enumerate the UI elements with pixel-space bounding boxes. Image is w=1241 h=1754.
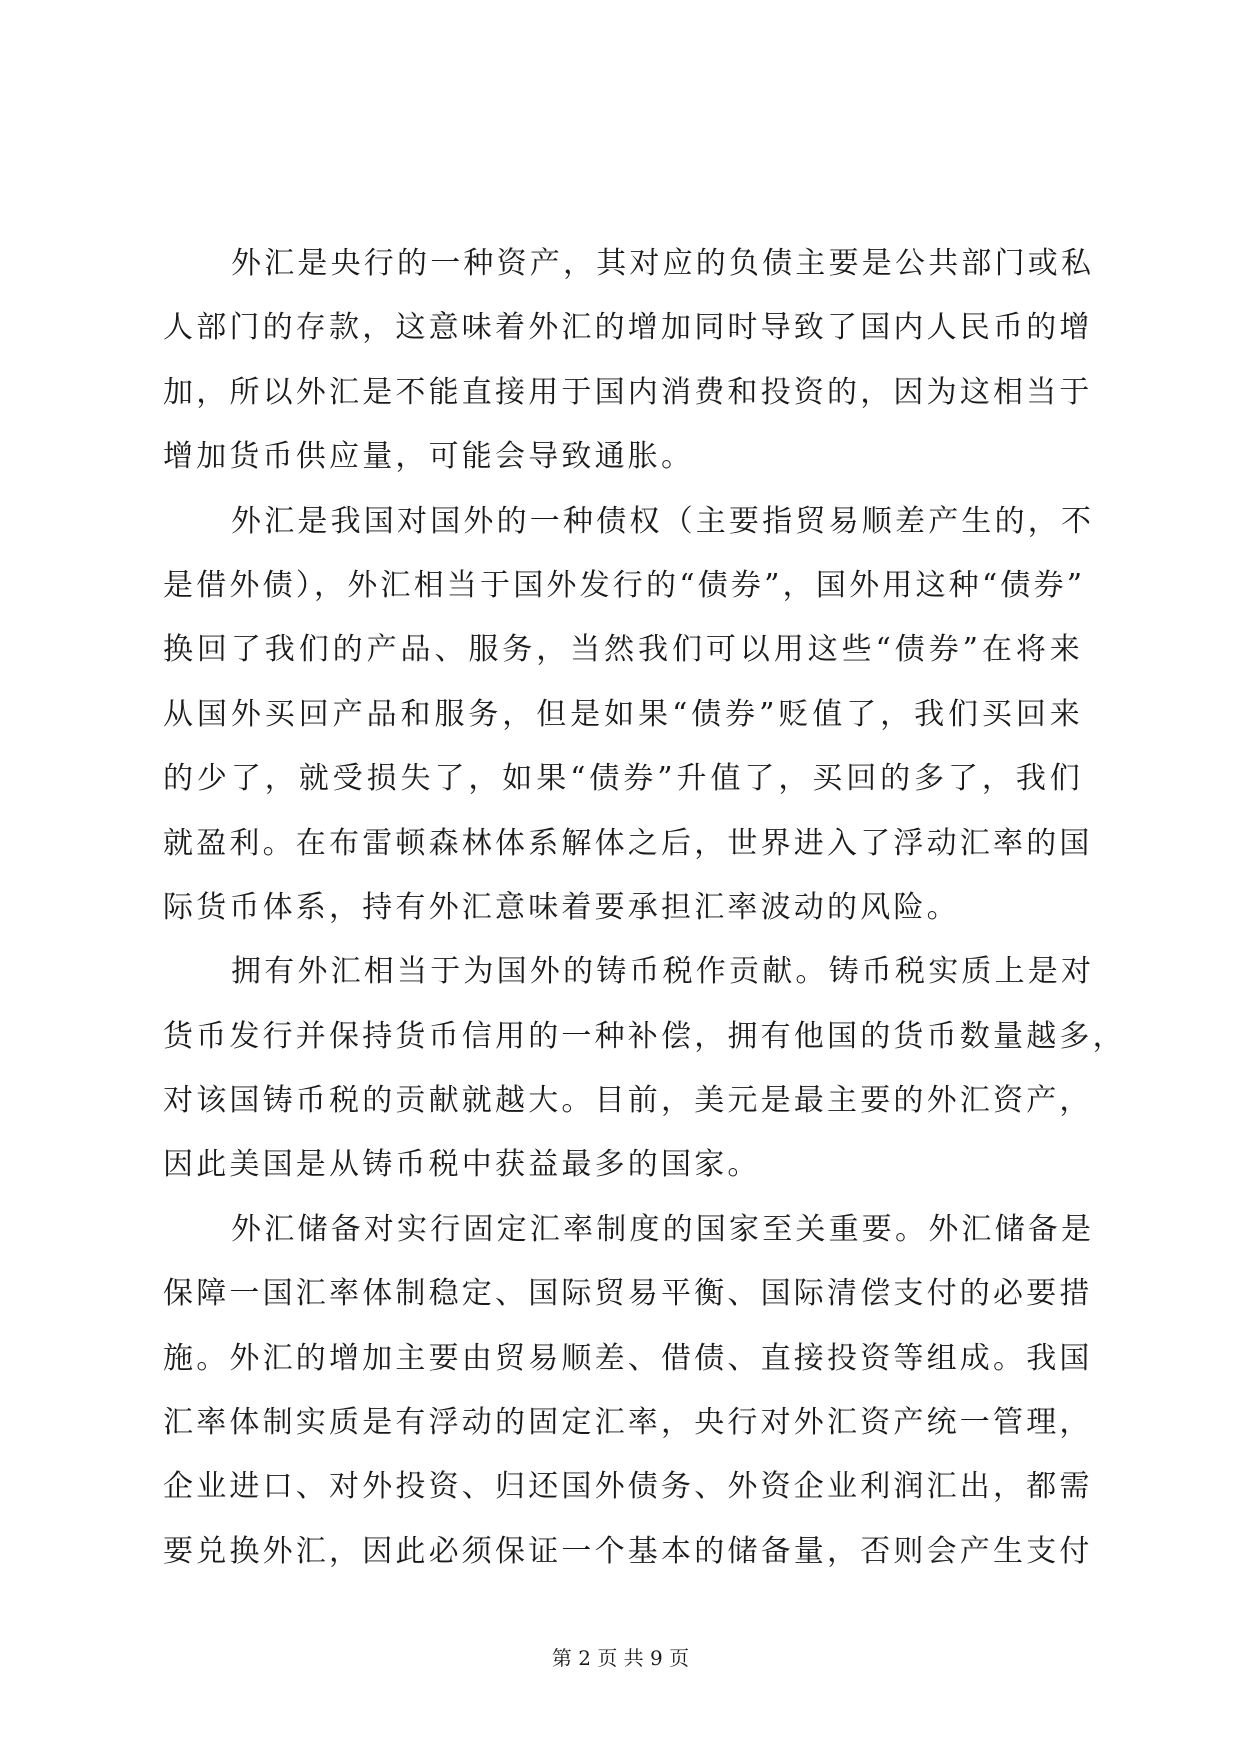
text-line: 加，所以外汇是不能直接用于国内消费和投资的，因为这相当于 (163, 374, 1093, 410)
text-line: 对该国铸币税的贡献就越大。目前，美元是最主要的外汇资产， (163, 1083, 1093, 1119)
paragraph (163, 940, 1126, 1198)
text-line: 增加货币供应量，可能会导致通胀。 (163, 439, 695, 475)
text-line: 人部门的存款，这意味着外汇的增加同时导致了国内人民币的增 (163, 310, 1093, 346)
text-line: 际货币体系，持有外汇意味着要承担汇率波动的风险。 (163, 889, 960, 925)
paragraph (163, 1198, 1095, 1584)
text-line: 从国外买回产品和服务，但是如果“债券”贬值了，我们买回来 (163, 696, 1083, 732)
text-line: 的少了，就受损失了，如果“债券”升值了，买回的多了，我们 (163, 761, 1083, 797)
document-body (163, 232, 1126, 1584)
text-line: 是借外债），外汇相当于国外发行的“债券”，国外用这种“债券” (163, 567, 1086, 603)
text-line: 外汇是我国对国外的一种债权（主要指贸易顺差产生的，不 (231, 503, 1095, 539)
text-line: 施。外汇的增加主要由贸易顺差、借债、直接投资等组成。我国 (163, 1340, 1093, 1376)
text-line: 因此美国是从铸币税中获益最多的国家。 (163, 1147, 761, 1183)
text-line: 就盈利。在布雷顿森林体系解体之后，世界进入了浮动汇率的国 (163, 825, 1093, 861)
text-line: 货币发行并保持货币信用的一种补偿，拥有他国的货币数量越多， (163, 1018, 1126, 1054)
text-line: 外汇储备对实行固定汇率制度的国家至关重要。外汇储备是 (231, 1211, 1095, 1247)
text-line: 保障一国汇率体制稳定、国际贸易平衡、国际清偿支付的必要措 (163, 1276, 1093, 1312)
text-line: 外汇是央行的一种资产，其对应的负债主要是公共部门或私 (231, 246, 1095, 281)
text-line: 换回了我们的产品、服务，当然我们可以用这些“债券”在将来 (163, 632, 1083, 668)
text-line: 企业进口、对外投资、归还国外债务、外资企业利润汇出，都需 (163, 1469, 1093, 1505)
text-line: 汇率体制实质是有浮动的固定汇率，央行对外汇资产统一管理， (163, 1405, 1093, 1441)
page-footer: 第 2 页 共 9 页 (551, 1646, 690, 1670)
paragraph (163, 232, 1095, 490)
text-line: 拥有外汇相当于为国外的铸币税作贡献。铸币税实质上是对 (231, 954, 1095, 990)
text-line: 要兑换外汇，因此必须保证一个基本的储备量，否则会产生支付 (163, 1533, 1093, 1569)
paragraph (163, 490, 1095, 941)
